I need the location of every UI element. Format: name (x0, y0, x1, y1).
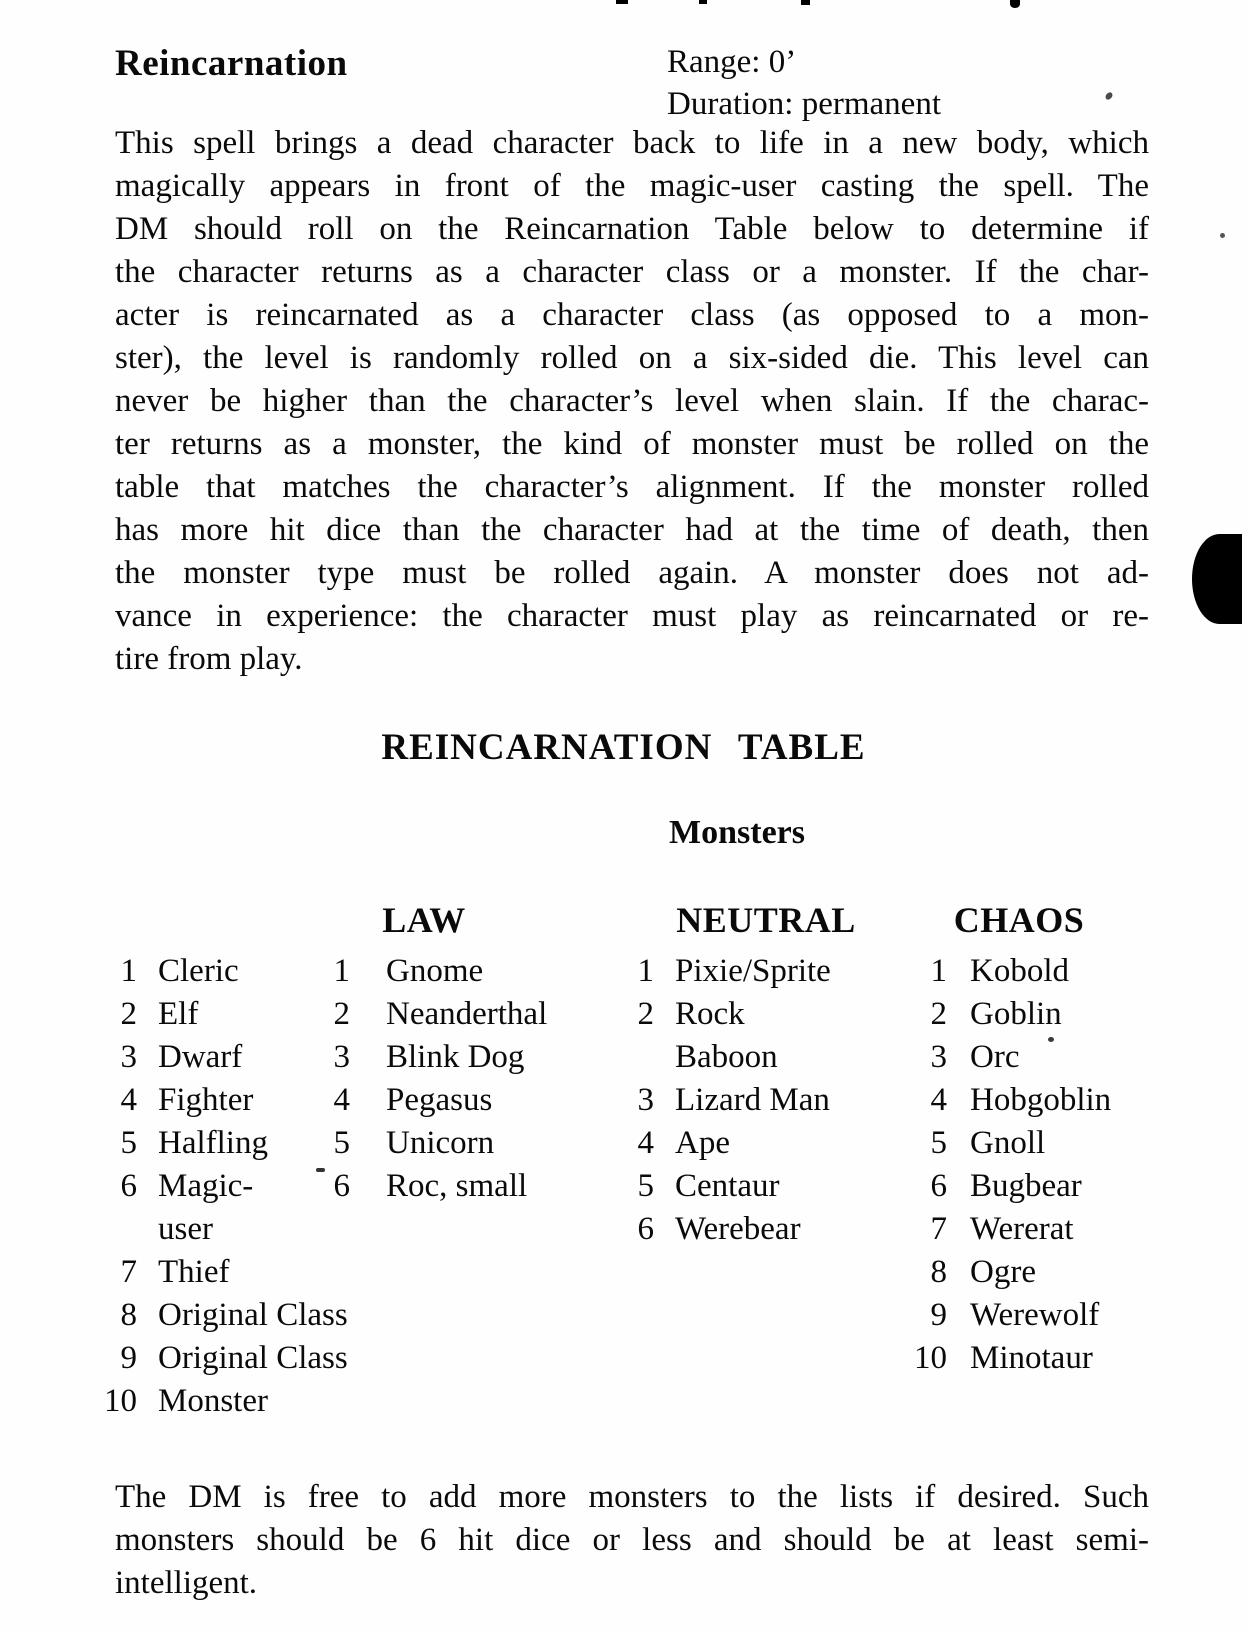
table-row (95, 1294, 348, 1337)
body-line: never be higher than the character’s level when slain. If the charac- (115, 383, 1149, 419)
table-row (300, 1165, 547, 1208)
table-row (600, 1208, 831, 1251)
body-line: the character returns as a character class or a monster. If the char- (115, 254, 1149, 290)
table-row (300, 1122, 547, 1165)
roll-number: 1 (333, 953, 350, 989)
scan-artifact (616, 0, 628, 4)
table-row (600, 1036, 831, 1079)
body-line: DM should roll on the Reincarnation Table below to determine if (115, 211, 1149, 247)
result-label: Ape (675, 1125, 730, 1161)
body-line: ster), the level is randomly rolled on a six-sided die. This level can (115, 340, 1149, 376)
table-row (95, 1208, 348, 1251)
result-label: Thief (158, 1254, 230, 1290)
result-label: Centaur (675, 1168, 780, 1204)
table-row (600, 1165, 831, 1208)
result-label: Unicorn (386, 1125, 495, 1161)
table-row (898, 1165, 1111, 1208)
table-row (898, 950, 1111, 993)
table-row (898, 1251, 1111, 1294)
footer-line: The DM is free to add more monsters to the lists if desired. Such (115, 1479, 1149, 1515)
roll-number: 4 (637, 1125, 654, 1161)
roll-number: 5 (333, 1125, 350, 1161)
roll-number: 3 (333, 1039, 350, 1075)
roll-number: 2 (637, 996, 654, 1032)
result-label: Original Class (158, 1340, 348, 1376)
result-label: Monster (158, 1383, 268, 1419)
body-line: tire from play. (115, 641, 303, 677)
table-column-chaos (898, 950, 1111, 1380)
result-label: Fighter (158, 1082, 254, 1118)
table-row (898, 1208, 1111, 1251)
table-row (898, 1294, 1111, 1337)
roll-number: 7 (930, 1211, 947, 1247)
result-label: Cleric (158, 953, 239, 989)
table-title: REINCARNATION TABLE (381, 727, 866, 768)
roll-number: 8 (120, 1297, 137, 1333)
roll-number: 1 (637, 953, 654, 989)
roll-number: 6 (637, 1211, 654, 1247)
scan-artifact (1104, 91, 1114, 101)
table-row (600, 950, 831, 993)
body-line: the monster type must be rolled again. A monster does not ad- (115, 555, 1149, 591)
spell-description (115, 122, 1149, 681)
result-label: Werewolf (970, 1297, 1100, 1333)
spell-range: Range: 0’ (667, 44, 797, 80)
result-label: Werebear (675, 1211, 801, 1247)
table-subtitle: Monsters (669, 814, 805, 851)
table-row (600, 1122, 831, 1165)
table-column-neutral (600, 950, 831, 1251)
scan-artifact (801, 0, 810, 5)
roll-number: 10 (914, 1340, 947, 1376)
roll-number: 2 (333, 996, 350, 1032)
roll-number: 9 (930, 1297, 947, 1333)
body-line: magically appears in front of the magic-user casting the spell. The (115, 168, 1149, 204)
result-label: Orc (970, 1039, 1020, 1075)
footer-note (115, 1476, 1149, 1605)
table-column-law (300, 950, 547, 1208)
result-label: Gnome (386, 953, 484, 989)
spell-duration: Duration: permanent (667, 86, 941, 122)
body-line: This spell brings a dead character back to life in a new body, which (115, 125, 1149, 161)
table-row (95, 1337, 348, 1380)
result-label: Rock (675, 996, 745, 1032)
table-row (95, 1251, 348, 1294)
result-label: Dwarf (158, 1039, 243, 1075)
roll-number: 5 (120, 1125, 137, 1161)
result-label: Hobgoblin (970, 1082, 1112, 1118)
scan-artifact (699, 0, 707, 4)
roll-number: 4 (333, 1082, 350, 1118)
table-row (300, 950, 547, 993)
column-header-chaos: CHAOS (953, 900, 1085, 940)
result-label: Halfling (158, 1125, 268, 1161)
roll-number: 3 (637, 1082, 654, 1118)
result-label: Gnoll (970, 1125, 1046, 1161)
roll-number: 10 (104, 1383, 137, 1419)
roll-number: 5 (930, 1125, 947, 1161)
result-label: Wererat (970, 1211, 1074, 1247)
table-row (300, 1079, 547, 1122)
roll-number: 7 (120, 1254, 137, 1290)
column-header-neutral: NEUTRAL (676, 900, 856, 940)
page-tab-marker (1192, 534, 1242, 624)
roll-number: 6 (333, 1168, 350, 1204)
table-row (898, 1122, 1111, 1165)
roll-number: 3 (120, 1039, 137, 1075)
spell-title: Reincarnation (115, 43, 348, 84)
result-label: Magic- (158, 1168, 254, 1204)
scan-artifact (1010, 0, 1020, 8)
result-label: Pixie/Sprite (675, 953, 831, 989)
table-row (898, 1337, 1111, 1380)
result-label: Minotaur (970, 1340, 1093, 1376)
table-row (600, 993, 831, 1036)
result-label: user (158, 1211, 213, 1247)
result-label: Original Class (158, 1297, 348, 1333)
table-row (898, 1079, 1111, 1122)
column-header-law: LAW (382, 900, 466, 940)
table-row (898, 993, 1111, 1036)
roll-number: 3 (930, 1039, 947, 1075)
body-line: table that matches the character’s alignment. If the monster rolled (115, 469, 1149, 505)
result-label: Roc, small (386, 1168, 528, 1204)
body-line: acter is reincarnated as a character class (as opposed to a mon- (115, 297, 1149, 333)
result-label: Pegasus (386, 1082, 493, 1118)
result-label: Ogre (970, 1254, 1036, 1290)
roll-number: 6 (930, 1168, 947, 1204)
result-label: Bugbear (970, 1168, 1082, 1204)
result-label: Lizard Man (675, 1082, 830, 1118)
table-row (300, 993, 547, 1036)
table-row (95, 1380, 348, 1423)
body-line: ter returns as a monster, the kind of monster must be rolled on the (115, 426, 1149, 462)
result-label: Blink Dog (386, 1039, 525, 1075)
footer-line: monsters should be 6 hit dice or less and should be at least semi- (115, 1522, 1149, 1558)
roll-number: 8 (930, 1254, 947, 1290)
table-row (300, 1036, 547, 1079)
roll-number: 1 (930, 953, 947, 989)
result-label: Neanderthal (386, 996, 548, 1032)
roll-number: 4 (930, 1082, 947, 1118)
roll-number: 2 (930, 996, 947, 1032)
roll-number: 4 (120, 1082, 137, 1118)
result-label: Goblin (970, 996, 1062, 1032)
roll-number: 5 (637, 1168, 654, 1204)
body-line: vance in experience: the character must play as reincarnated or re- (115, 598, 1149, 634)
roll-number: 9 (120, 1340, 137, 1376)
result-label: Elf (158, 996, 199, 1032)
footer-line: intelligent. (115, 1565, 258, 1601)
result-label: Kobold (970, 953, 1069, 989)
table-row (898, 1036, 1111, 1079)
result-label: Baboon (675, 1039, 778, 1075)
body-line: has more hit dice than the character had at the time of death, then (115, 512, 1149, 548)
scan-artifact (1220, 233, 1225, 238)
roll-number: 2 (120, 996, 137, 1032)
roll-number: 1 (120, 953, 137, 989)
roll-number: 6 (120, 1168, 137, 1204)
table-row (600, 1079, 831, 1122)
